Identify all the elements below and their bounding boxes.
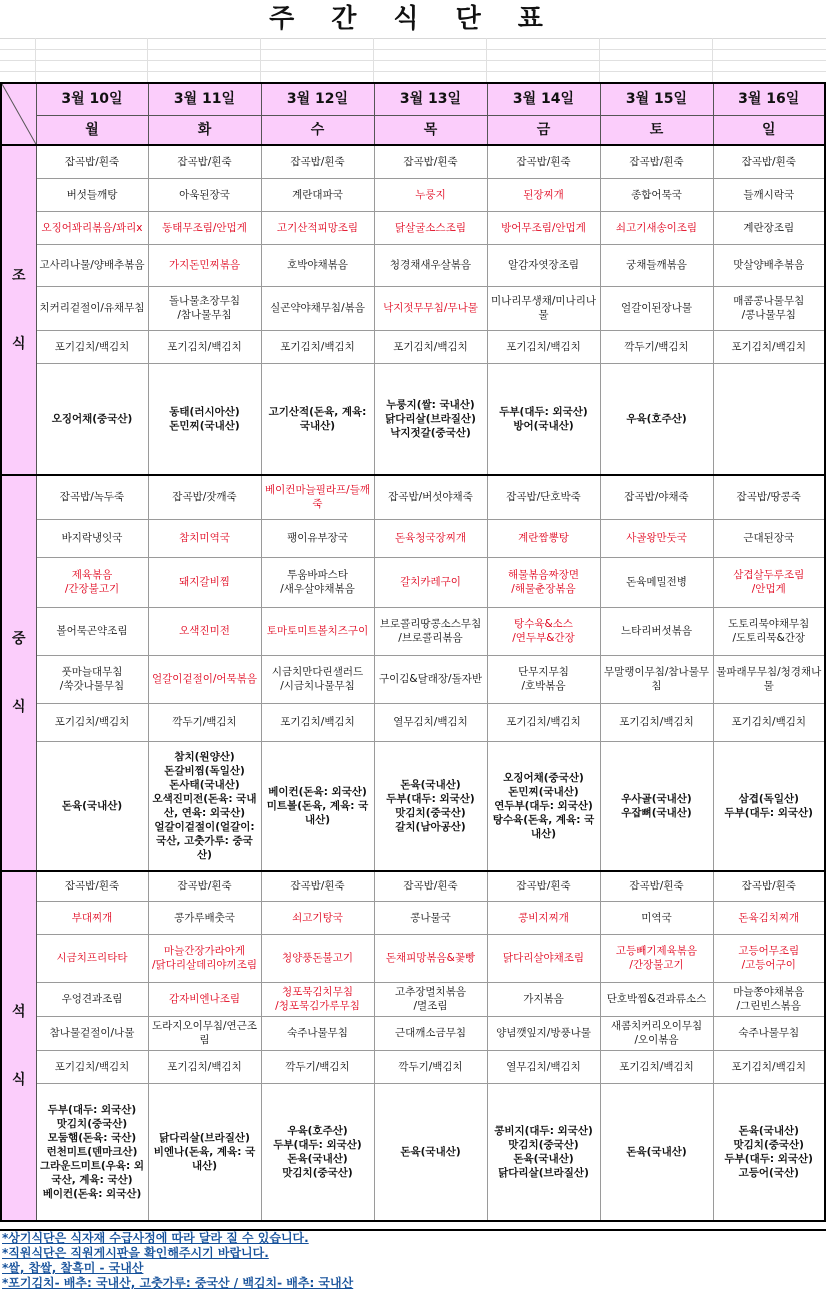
menu-cell: 잡곡밥/흰죽: [261, 145, 374, 178]
menu-cell: 포기김치/백김치: [261, 703, 374, 741]
menu-cell: 계란대파국: [261, 178, 374, 211]
date-header: 3월 10일: [36, 83, 148, 115]
menu-cell: 돈육(국내산) 두부(대두: 외국산) 맛김치(중국산) 갈치(남아공산): [374, 741, 487, 871]
menu-cell: 깍두기/백김치: [261, 1050, 374, 1083]
menu-cell: 알감자엿장조림: [487, 244, 600, 286]
menu-cell: 콩비지(대두: 외국산) 맛김치(중국산) 돈육(국내산) 닭다리살(브라질산): [487, 1083, 600, 1221]
menu-cell: 돼지갈비찜: [148, 557, 261, 607]
menu-cell: 열무김치/백김치: [487, 1050, 600, 1083]
menu-cell: 계란장조림: [713, 211, 825, 244]
menu-cell: 돈육메밀전병: [600, 557, 713, 607]
breakfast-row: [1, 211, 825, 244]
menu-cell: 포기김치/백김치: [36, 1050, 148, 1083]
gridline: [373, 38, 374, 82]
menu-cell: 오징어꽈리볶음/꽈리x: [36, 211, 148, 244]
menu-cell: 잡곡밥/흰죽: [487, 871, 600, 901]
menu-cell: 쇠고기새송이조림: [600, 211, 713, 244]
menu-cell: 계란짬뽕탕: [487, 519, 600, 557]
menu-cell: 돌나물초장무침 /참나물무침: [148, 286, 261, 330]
dinner-label: 석 식: [1, 871, 36, 1221]
menu-cell: 단무지무침 /호박볶음: [487, 655, 600, 703]
menu-cell: 포기김치/백김치: [261, 330, 374, 363]
menu-cell: 잡곡밥/흰죽: [713, 145, 825, 178]
menu-cell: 도라지오이무침/연근조림: [148, 1016, 261, 1050]
menu-cell: 잡곡밥/흰죽: [36, 145, 148, 178]
date-row: [1, 83, 825, 115]
menu-cell: 두부(대두: 외국산) 방어(국내산): [487, 363, 600, 475]
menu-cell: 고등빼기제육볶음 /간장불고기: [600, 934, 713, 982]
footnote: *직원식단은 직원게시판을 확인해주시기 바랍니다.: [2, 1246, 269, 1260]
menu-cell: 치커리겉절이/유채무침: [36, 286, 148, 330]
lunch-row: [1, 519, 825, 557]
menu-cell: 참치미역국: [148, 519, 261, 557]
gridline: [486, 38, 487, 82]
menu-cell: 베이컨(돈육: 외국산) 미트볼(돈육, 계육: 국내산): [261, 741, 374, 871]
menu-cell: 고기산적피망조림: [261, 211, 374, 244]
menu-cell: 고등어무조림 /고등어구이: [713, 934, 825, 982]
menu-cell: 포기김치/백김치: [148, 1050, 261, 1083]
menu-cell: 실곤약야채무침/볶음: [261, 286, 374, 330]
menu-cell: 바지락냉잇국: [36, 519, 148, 557]
day-header: 목: [374, 115, 487, 145]
menu-cell: 된장찌개: [487, 178, 600, 211]
date-header: 3월 11일: [148, 83, 261, 115]
menu-cell: 고기산적(돈육, 계육: 국내산): [261, 363, 374, 475]
menu-cell: 동태무조림/안멉게: [148, 211, 261, 244]
gridline: [260, 38, 261, 82]
dinner-row: [1, 934, 825, 982]
menu-cell: 닭다리살야채조림: [487, 934, 600, 982]
menu-cell: 양념깻잎지/방풍나물: [487, 1016, 600, 1050]
menu-cell: 베이컨마늘필라프/들깨죽: [261, 475, 374, 519]
menu-cell: 닭다리살(브라질산) 비엔나(돈육, 계육: 국내산): [148, 1083, 261, 1221]
day-header: 토: [600, 115, 713, 145]
dinner-row: [1, 982, 825, 1016]
menu-cell: 근대된장국: [713, 519, 825, 557]
menu-cell: 아욱된장국: [148, 178, 261, 211]
day-header: 월: [36, 115, 148, 145]
menu-cell: 누룽지: [374, 178, 487, 211]
menu-cell: 매콤콩나물무침 /콩나물무침: [713, 286, 825, 330]
menu-cell: 감자비엔나조림: [148, 982, 261, 1016]
menu-cell: 깍두기/백김치: [600, 330, 713, 363]
menu-cell: 잡곡밥/흰죽: [261, 871, 374, 901]
menu-cell: 청포묵김치무침 /청포묵김가루무침: [261, 982, 374, 1016]
menu-cell: 우육(호주산): [600, 363, 713, 475]
menu-cell: 깍두기/백김치: [374, 1050, 487, 1083]
menu-cell: 잡곡밥/흰죽: [374, 871, 487, 901]
date-header: 3월 13일: [374, 83, 487, 115]
footnote: *포기김치- 배추: 국내산, 고춧가루: 중국산 / 백김치- 배추: 국내산: [2, 1276, 354, 1290]
menu-cell: 돈육(국내산): [36, 741, 148, 871]
day-header: 금: [487, 115, 600, 145]
gridline: [35, 38, 36, 82]
date-header: 3월 14일: [487, 83, 600, 115]
menu-cell: 오징어채(중국산) 돈민찌(국내산) 연두부(대두: 외국산) 탕수육(돈육, 계육: 국내산): [487, 741, 600, 871]
menu-cell: 탕수육&소스 /연두부&간장: [487, 607, 600, 655]
menu-cell: 두부(대두: 외국산) 맛김치(중국산) 모둠햄(돈육: 국산) 런천미트(덴마크산) 그라운드미트(우육: 외국산, 계육: 국산) 베이컨(돈육: 외국산): [36, 1083, 148, 1221]
menu-cell: 풋마늘대무침 /쑥갓나물무침: [36, 655, 148, 703]
menu-cell: 잡곡밥/흰죽: [36, 871, 148, 901]
menu-cell: 얼갈이된장나물: [600, 286, 713, 330]
menu-cell: 돈채피망볶음&꽃빵: [374, 934, 487, 982]
dinner-row: [1, 871, 825, 901]
lunch-row: [1, 557, 825, 607]
menu-cell: 궁채들깨볶음: [600, 244, 713, 286]
menu-cell: 잡곡밥/흰죽: [600, 871, 713, 901]
menu-cell: 포기김치/백김치: [36, 703, 148, 741]
footnote: *상기식단은 식자재 수급사정에 따라 달라 질 수 있습니다.: [2, 1231, 309, 1245]
menu-cell: 갈치카레구이: [374, 557, 487, 607]
day-header: 화: [148, 115, 261, 145]
dinner-row: [1, 1016, 825, 1050]
menu-cell: 포기김치/백김치: [713, 330, 825, 363]
menu-cell: 오징어채(중국산): [36, 363, 148, 475]
menu-cell: 방어무조림/안멉게: [487, 211, 600, 244]
menu-cell: 열무김치/백김치: [374, 703, 487, 741]
menu-cell: 누룽지(쌀: 국내산) 닭다리살(브라질산) 낙지젓갈(중국산): [374, 363, 487, 475]
menu-cell: 돈육(국내산) 맛김치(중국산) 두부(대두: 외국산) 고등어(국산): [713, 1083, 825, 1221]
menu-cell: 버섯들깨탕: [36, 178, 148, 211]
menu-cell: 얼갈이겉절이/어묵볶음: [148, 655, 261, 703]
menu-cell: 시금치프리타타: [36, 934, 148, 982]
menu-cell: 사골왕만둣국: [600, 519, 713, 557]
day-header: 수: [261, 115, 374, 145]
menu-cell: 우엉견과조림: [36, 982, 148, 1016]
menu-cell: 호박야채볶음: [261, 244, 374, 286]
lunch-label: 중 식: [1, 475, 36, 871]
menu-cell: [713, 363, 825, 475]
menu-cell: 삼겹살두루조림 /안멉게: [713, 557, 825, 607]
menu-cell: 미역국: [600, 901, 713, 934]
menu-cell: 고추장멸치볶음 /멸조림: [374, 982, 487, 1016]
diagonal-line: [2, 84, 36, 145]
menu-cell: 오색진미전: [148, 607, 261, 655]
menu-cell: 잡곡밥/야채죽: [600, 475, 713, 519]
menu-cell: 새콤치커리오이무침 /오이볶음: [600, 1016, 713, 1050]
footnotes: [0, 1229, 826, 1291]
menu-cell: 닭살굴소스조림: [374, 211, 487, 244]
menu-cell: 포기김치/백김치: [487, 330, 600, 363]
menu-cell: 종합어묵국: [600, 178, 713, 211]
dinner-row: [1, 901, 825, 934]
menu-cell: 도토리묵야채무침 /도토리묵&간장: [713, 607, 825, 655]
day-row: [1, 115, 825, 145]
menu-cell: 포기김치/백김치: [148, 330, 261, 363]
menu-cell: 팽이유부장국: [261, 519, 374, 557]
menu-cell: 돈육(국내산): [600, 1083, 713, 1221]
menu-cell: 숙주나물무침: [713, 1016, 825, 1050]
gridline: [712, 38, 713, 82]
menu-cell: 돈육김치찌개: [713, 901, 825, 934]
gridline: [147, 38, 148, 82]
menu-cell: 콩비지찌개: [487, 901, 600, 934]
page-title: 주 간 식 단 표: [269, 4, 557, 34]
menu-cell: 브로콜리땅콩소스무침 /브로콜리볶음: [374, 607, 487, 655]
weekly-menu-table: [0, 82, 826, 1222]
menu-cell: 토마토미트볼치즈구이: [261, 607, 374, 655]
menu-cell: 청양풍돈불고기: [261, 934, 374, 982]
menu-cell: 쇠고기탕국: [261, 901, 374, 934]
lunch-row: [1, 475, 825, 519]
menu-cell: 잡곡밥/땅콩죽: [713, 475, 825, 519]
menu-cell: 맛살양배추볶음: [713, 244, 825, 286]
menu-cell: 들깨시락국: [713, 178, 825, 211]
menu-cell: 콩가루배춧국: [148, 901, 261, 934]
menu-cell: 고사리나물/양배추볶음: [36, 244, 148, 286]
footnote: *쌀, 찹쌀, 찰흑미 - 국내산: [2, 1261, 144, 1275]
menu-cell: 마늘간장가라아게 /닭다리살데리야끼조림: [148, 934, 261, 982]
menu-cell: 구이김&달래장/돌자반: [374, 655, 487, 703]
menu-cell: 깍두기/백김치: [148, 703, 261, 741]
menu-cell: 잡곡밥/녹두죽: [36, 475, 148, 519]
menu-cell: 잡곡밥/흰죽: [148, 871, 261, 901]
menu-cell: 가지돈민찌볶음: [148, 244, 261, 286]
menu-cell: 포기김치/백김치: [713, 703, 825, 741]
menu-cell: 해물볶음짜장면 /해물춘장볶음: [487, 557, 600, 607]
menu-cell: 부대찌개: [36, 901, 148, 934]
breakfast-row: [1, 145, 825, 178]
menu-cell: 우사골(국내산) 우잡뼈(국내산): [600, 741, 713, 871]
menu-cell: 잡곡밥/흰죽: [148, 145, 261, 178]
menu-cell: 포기김치/백김치: [374, 330, 487, 363]
menu-cell: 낙지젓무무침/무나물: [374, 286, 487, 330]
menu-cell: 숙주나물무침: [261, 1016, 374, 1050]
lunch-row: [1, 741, 825, 871]
menu-cell: 청경채새우살볶음: [374, 244, 487, 286]
menu-cell: 동태(러시아산) 돈민찌(국내산): [148, 363, 261, 475]
spreadsheet-gridlines: [0, 38, 826, 83]
breakfast-label: 조 식: [1, 145, 36, 475]
menu-cell: 잡곡밥/흰죽: [600, 145, 713, 178]
menu-cell: 포기김치/백김치: [713, 1050, 825, 1083]
menu-cell: 근대깨소금무침: [374, 1016, 487, 1050]
menu-cell: 물파래무무침/청경채나물: [713, 655, 825, 703]
menu-cell: 잡곡밥/단호박죽: [487, 475, 600, 519]
menu-cell: 참나물겉절이/나물: [36, 1016, 148, 1050]
dinner-row: [1, 1050, 825, 1083]
day-header: 일: [713, 115, 825, 145]
lunch-row: [1, 655, 825, 703]
menu-cell: 참치(원양산) 돈갈비찜(독일산) 돈사태(국내산) 오색진미전(돈육: 국내산, 연육: 외국산) 얼갈이겉절이(얼갈이: 국산, 고춧가루: 중국산): [148, 741, 261, 871]
date-header: 3월 12일: [261, 83, 374, 115]
menu-cell: 포기김치/백김치: [600, 703, 713, 741]
breakfast-row: [1, 178, 825, 211]
menu-cell: 가지볶음: [487, 982, 600, 1016]
lunch-row: [1, 607, 825, 655]
menu-cell: 미나리무생채/미나리나물: [487, 286, 600, 330]
menu-cell: 잡곡밥/잣깨죽: [148, 475, 261, 519]
menu-cell: 잡곡밥/흰죽: [713, 871, 825, 901]
lunch-row: [1, 703, 825, 741]
date-header: 3월 16일: [713, 83, 825, 115]
corner-cell: [1, 83, 36, 145]
menu-cell: 포기김치/백김치: [36, 330, 148, 363]
menu-cell: 무말랭이무침/참나물무침: [600, 655, 713, 703]
dinner-row: [1, 1083, 825, 1221]
menu-cell: 포기김치/백김치: [600, 1050, 713, 1083]
menu-cell: 잡곡밥/흰죽: [374, 145, 487, 178]
menu-cell: 돈육(국내산): [374, 1083, 487, 1221]
menu-cell: 단호박찜&견과류소스: [600, 982, 713, 1016]
menu-cell: 잡곡밥/흰죽: [487, 145, 600, 178]
menu-cell: 포기김치/백김치: [487, 703, 600, 741]
menu-cell: 볼어묵곤약조림: [36, 607, 148, 655]
menu-cell: 우육(호주산) 두부(대두: 외국산) 돈육(국내산) 맛김치(중국산): [261, 1083, 374, 1221]
breakfast-row: [1, 244, 825, 286]
menu-cell: 느타리버섯볶음: [600, 607, 713, 655]
menu-cell: 제육볶음 /간장불고기: [36, 557, 148, 607]
breakfast-row: [1, 286, 825, 330]
menu-cell: 시금치만다린샐러드 /시금치나물무침: [261, 655, 374, 703]
menu-cell: 돈육청국장찌개: [374, 519, 487, 557]
gridline: [599, 38, 600, 82]
menu-cell: 콩나물국: [374, 901, 487, 934]
menu-cell: 투움바파스타 /새우살야채볶음: [261, 557, 374, 607]
breakfast-row: [1, 330, 825, 363]
breakfast-row: [1, 363, 825, 475]
menu-cell: 마늘쫑야채볶음 /그린빈스볶음: [713, 982, 825, 1016]
date-header: 3월 15일: [600, 83, 713, 115]
menu-cell: 잡곡밥/버섯야채죽: [374, 475, 487, 519]
menu-cell: 삼겹(독일산) 두부(대두: 외국산): [713, 741, 825, 871]
